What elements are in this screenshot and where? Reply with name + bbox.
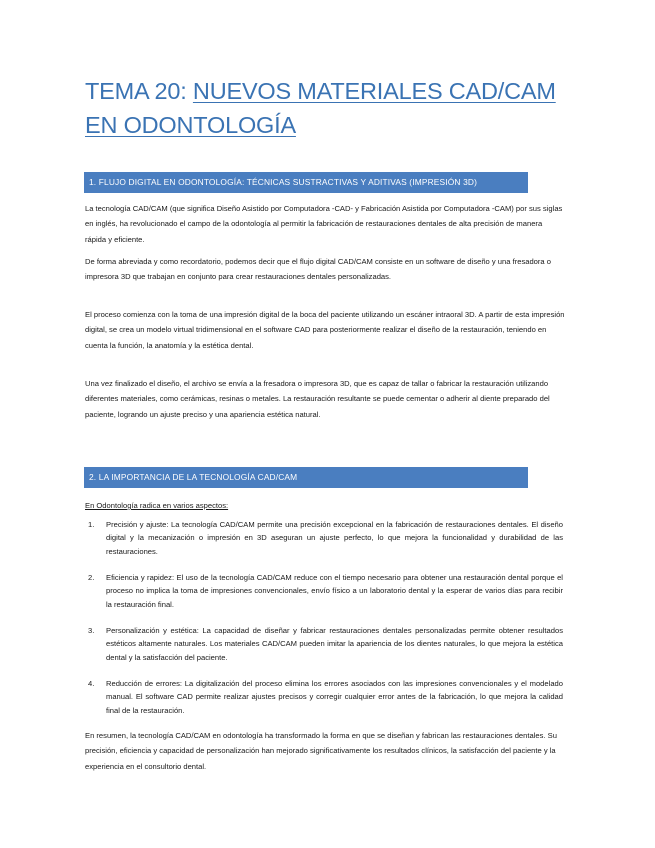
- title-prefix: TEMA 20:: [85, 78, 193, 104]
- list-item-number: 1.: [88, 520, 95, 529]
- list-item-text: Reducción de errores: La digitalización del proceso elimina los errores asociados con las impresiones convencionales y el modelado manual. El software CAD permite realizar ajustes precisos y corregir cualquier error antes de la fabricación, lo que mejora la calidad final de la restauración.: [106, 679, 563, 715]
- section-2-header: 2. LA IMPORTANCIA DE LA TECNOLOGÍA CAD/CAM: [84, 467, 528, 488]
- section-1-paragraph-2: De forma abreviada y como recordatorio, podemos decir que el flujo digital CAD/CAM consiste en un software de diseño y una fresadora o impresora 3D que trabajan en conjunto para crear restauraciones dentales personalizadas.: [85, 257, 551, 282]
- list-item: [85, 571, 563, 611]
- list-item: [85, 677, 563, 717]
- list-item-number: 4.: [88, 679, 95, 688]
- section-2-conclusion: En resumen, la tecnología CAD/CAM en odontología ha transformado la forma en que se diseñan y fabrican las restauraciones dentales. Su precisión, eficiencia y capacidad de personalización han mejorado significativamente los resultados clínicos, la satisfacción del paciente y la experiencia en el consultorio dental.: [85, 731, 557, 771]
- list-item-number: 2.: [88, 573, 95, 582]
- list-item-text: Eficiencia y rapidez: El uso de la tecnología CAD/CAM reduce con el tiempo necesario para obtener una restauración dental porque el proceso no implica la toma de impresiones convencionales, envío físico a un laboratorio dental y la esperar de varios días para recibir la restauración final.: [106, 573, 563, 609]
- list-item: [85, 518, 563, 558]
- list-item-number: 3.: [88, 626, 95, 635]
- section-1-header: 1. FLUJO DIGITAL EN ODONTOLOGÍA: TÉCNICAS SUSTRACTIVAS Y ADITIVAS (IMPRESIÓN 3D): [84, 172, 528, 193]
- list-item-text: Personalización y estética: La capacidad de diseñar y fabricar restauraciones dentales personalizadas permite obtener resultados estéticos altamente naturales. Los materiales CAD/CAM pueden imitar la apariencia de los dientes naturales, lo que mejora la estética dental y la satisfacción del paciente.: [106, 626, 563, 662]
- list-item: [85, 624, 563, 664]
- section-2-intro: En Odontología radica en varios aspectos:: [85, 501, 229, 510]
- title-underlined: NUEVOS MATERIALES CAD/CAM EN ODONTOLOGÍA: [85, 78, 556, 138]
- section-1-paragraph-3: El proceso comienza con la toma de una impresión digital de la boca del paciente utilizando un escáner intraoral 3D. A partir de esta impresión digital, se crea un modelo virtual tridimensional en el software CAD para posteriormente realizar el diseño de la restauración, teniendo en cuenta la función, la anatomía y la estética dental.: [85, 310, 565, 350]
- section-1-paragraph-1: La tecnología CAD/CAM (que significa Diseño Asistido por Computadora -CAD- y Fabricación Asistida por Computadora -CAM) por sus siglas en inglés, ha revolucionado el campo de la odontología al permitir la fabricación de restauraciones dentales de alta precisión de manera rápida y eficiente.: [85, 204, 563, 244]
- page-title: [85, 74, 585, 142]
- list-item-text: Precisión y ajuste: La tecnología CAD/CAM permite una precisión excepcional en la fabricación de restauraciones dentales. El diseño digital y la mecanización o impresión en 3D aseguran un ajuste perfecto, lo que mejora la funcionalidad y durabilidad de las restauraciones.: [106, 520, 563, 556]
- section-1-paragraph-4: Una vez finalizado el diseño, el archivo se envía a la fresadora o impresora 3D, que es capaz de tallar o fabricar la restauración utilizando diferentes materiales, como cerámicas, resinas o metales. La restauración resultante se puede cementar o adherir al diente preparado del paciente, logrando un ajuste preciso y una apariencia estética natural.: [85, 379, 550, 419]
